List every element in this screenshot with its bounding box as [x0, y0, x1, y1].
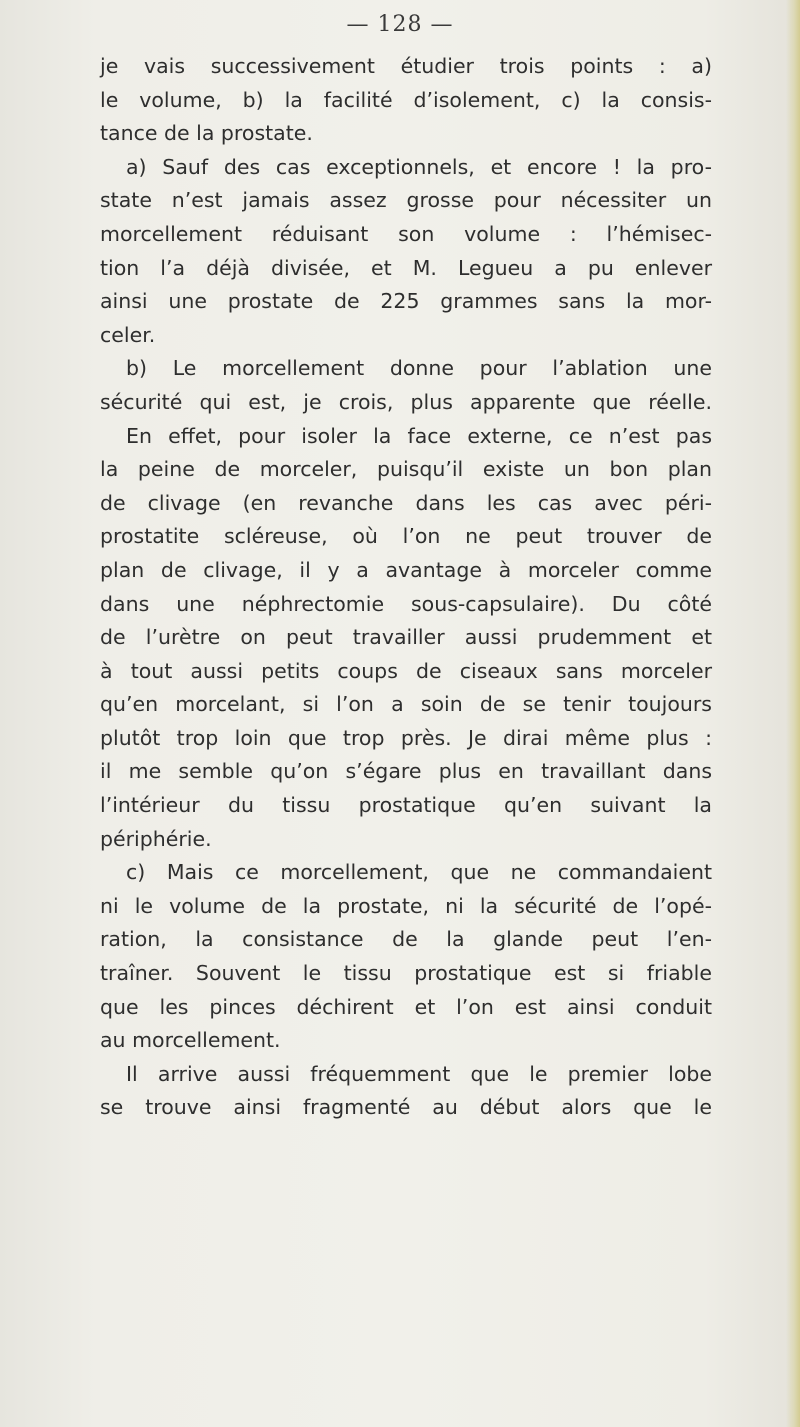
text-line: au morcellement. [100, 1028, 281, 1053]
text-line: le volume, b) la facilité d’isolement, c) la consis- [100, 87, 712, 112]
text-line: qu’en morcelant, si l’on a soin de se tenir toujours [100, 692, 712, 717]
text-line: la peine de morceler, puisqu’il existe un bon plan [100, 457, 712, 482]
text-line: plan de clivage, il y a avantage à morceler comme [100, 557, 712, 582]
text-line: tion l’a déjà divisée, et M. Legueu a pu enlever [100, 255, 712, 280]
text-line: plutôt trop loin que trop près. Je dirai même plus : [100, 725, 712, 750]
text-line: de l’urètre on peut travailler aussi prudemment et [100, 625, 712, 650]
text-line: traîner. Souvent le tissu prostatique est si friable [100, 961, 712, 986]
body-text [100, 50, 712, 1125]
text-line: morcellement réduisant son volume : l’hémisec- [100, 221, 712, 246]
text-line: Il arrive aussi fréquemment que le premier lobe [126, 1061, 712, 1086]
text-line: l’intérieur du tissu prostatique qu’en suivant la [100, 793, 712, 818]
text-line: de clivage (en revanche dans les cas avec péri- [100, 490, 712, 515]
page-edge [786, 0, 800, 1427]
text-line: à tout aussi petits coups de ciseaux sans morceler [100, 658, 712, 683]
text-line: celer. [100, 322, 156, 347]
text-line: ni le volume de la prostate, ni la sécurité de l’opé- [100, 893, 712, 918]
text-line: dans une néphrectomie sous-capsulaire). Du côté [100, 591, 712, 616]
text-line: je vais successivement étudier trois points : a) [100, 54, 712, 78]
text-line: ration, la consistance de la glande peut l’en- [100, 927, 712, 952]
text-line: se trouve ainsi fragmenté au début alors que le [100, 1095, 712, 1120]
text-line: state n’est jamais assez grosse pour nécessiter un [100, 188, 712, 213]
text-line: sécurité qui est, je crois, plus apparente que réelle. [100, 389, 712, 414]
text-line: b) Le morcellement donne pour l’ablation une [126, 356, 712, 381]
text-line: En effet, pour isoler la face externe, ce n’est pas [126, 423, 712, 448]
text-line: tance de la prostate. [100, 121, 313, 146]
text-line: ainsi une prostate de 225 grammes sans la mor- [100, 289, 712, 314]
text-line: c) Mais ce morcellement, que ne commandaient [126, 860, 712, 885]
text-line: il me semble qu’on s’égare plus en travaillant dans [100, 759, 712, 784]
text-line: périphérie. [100, 826, 212, 851]
text-line: que les pinces déchirent et l’on est ainsi conduit [100, 994, 712, 1019]
text-line: prostatite scléreuse, où l’on ne peut trouver de [100, 524, 712, 549]
text-line: a) Sauf des cas exceptionnels, et encore ! la pro- [126, 154, 712, 179]
page-number: — 128 — [346, 12, 454, 37]
